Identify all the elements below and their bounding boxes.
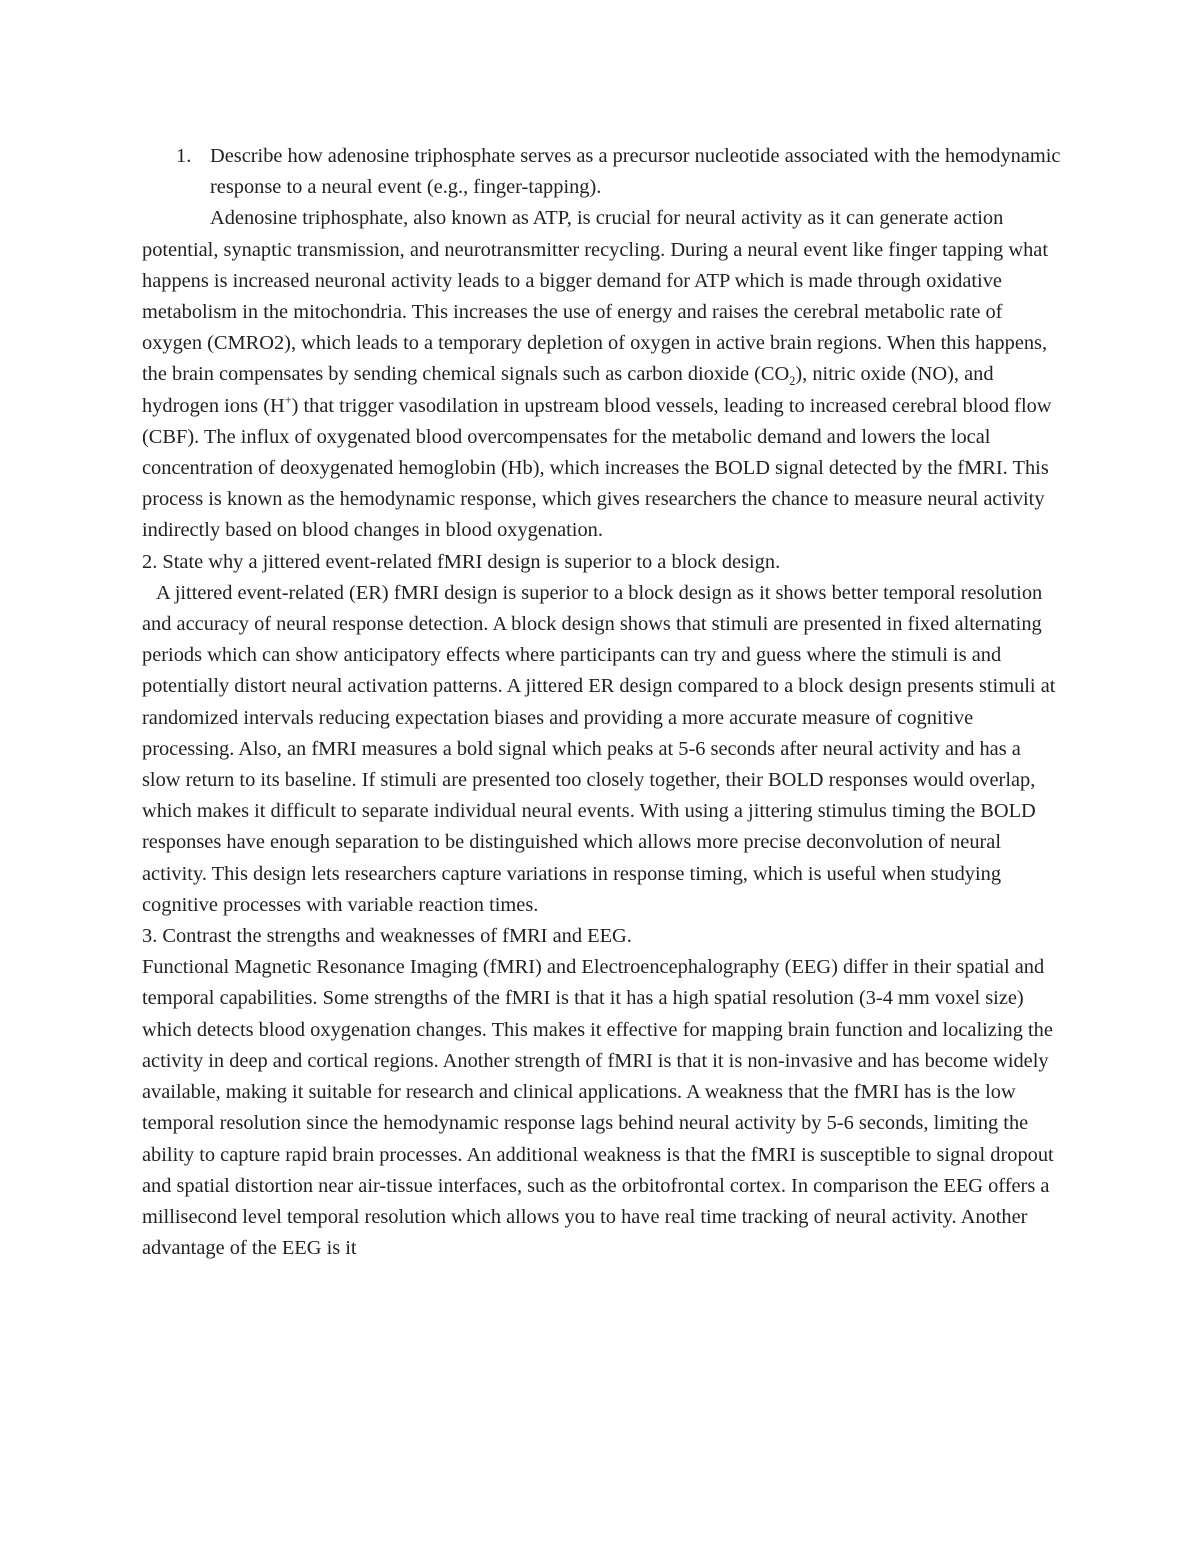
question-1 [142, 141, 1064, 203]
answer-1-part-1: Adenosine triphosphate, also known as ATP, is crucial for neural activity as it can generate action potential, synaptic transmission, and neurotransmitter recycling. During a neural event like finger tapping what happens is increased neuronal activity leads to a bigger demand for ATP which is made through oxidative metabolism in the mitochondria. This increases the use of energy and raises the cerebral metabolic rate of oxygen (CMRO2), which leads to a temporary depletion of oxygen in active brain regions. When this happens, the brain compensates by sending chemical signals such as carbon dioxide (CO [142, 207, 1048, 386]
answer-3: Functional Magnetic Resonance Imaging (fMRI) and Electroencephalography (EEG) differ in their spatial and temporal capabilities. Some strengths of the fMRI is that it has a high spatial resolution (3-4 mm voxel size) which detects blood oxygenation changes. This makes it effective for mapping brain function and localizing the activity in deep and cortical regions. Another strength of fMRI is that it is non-invasive and has become widely available, making it suitable for research and clinical applications. A weakness that the fMRI has is the low temporal resolution since the hemodynamic response lags behind neural activity by 5-6 seconds, limiting the ability to capture rapid brain processes. An additional weakness is that the fMRI is susceptible to signal dropout and spatial distortion near air-tissue interfaces, such as the orbitofrontal cortex. In comparison the EEG offers a millisecond level temporal resolution which allows you to have real time tracking of neural activity. Another advantage of the EEG is it [142, 956, 1054, 1260]
co2-subscript: 2 [789, 374, 796, 389]
question-3: 3. Contrast the strengths and weaknesses of fMRI and EEG. [142, 925, 632, 948]
question-1-number: 1. [176, 145, 192, 167]
question-1-text: Describe how adenosine triphosphate serves as a precursor nucleotide associated with the hemodynamic response to a neural event (e.g., finger-tapping). [210, 145, 1061, 199]
answer-1-part-3: ) that trigger vasodilation in upstream blood vessels, leading to increased cerebral blood flow (CBF). The influx of oxygenated blood overcompensates for the metabolic demand and lowers the local concentration of deoxygenated hemoglobin (Hb), which increases the BOLD signal detected by the fMRI. This process is known as the hemodynamic response, which gives researchers the chance to measure neural activity indirectly based on blood changes in blood oxygenation. [142, 394, 1052, 542]
answer-1 [142, 203, 1064, 546]
document-body [142, 141, 1064, 1264]
answer-2: A jittered event-related (ER) fMRI design is superior to a block design as it shows better temporal resolution and accuracy of neural response detection. A block design shows that stimuli are presented in fixed alternating periods which can show anticipatory effects where participants can try and guess where the stimuli is and potentially distort neural activation patterns. A jittered ER design compared to a block design presents stimuli at randomized intervals reducing expectation biases and providing a more accurate measure of cognitive processing. Also, an fMRI measures a bold signal which peaks at 5-6 seconds after neural activity and has a slow return to its baseline. If stimuli are presented too closely together, their BOLD responses would overlap, which makes it difficult to separate individual neural events. With using a jittering stimulus timing the BOLD responses have enough separation to be distinguished which allows more precise deconvolution of neural activity. This design lets researchers capture variations in response timing, which is useful when studying cognitive processes with variable reaction times. [142, 581, 1056, 916]
h-ion-superscript: + [284, 392, 292, 407]
answer-1-part-2: ), nitric oxide (NO), and hydrogen ions (H [142, 363, 994, 417]
question-2: 2. State why a jittered event-related fMRI design is superior to a block design. [142, 550, 781, 573]
